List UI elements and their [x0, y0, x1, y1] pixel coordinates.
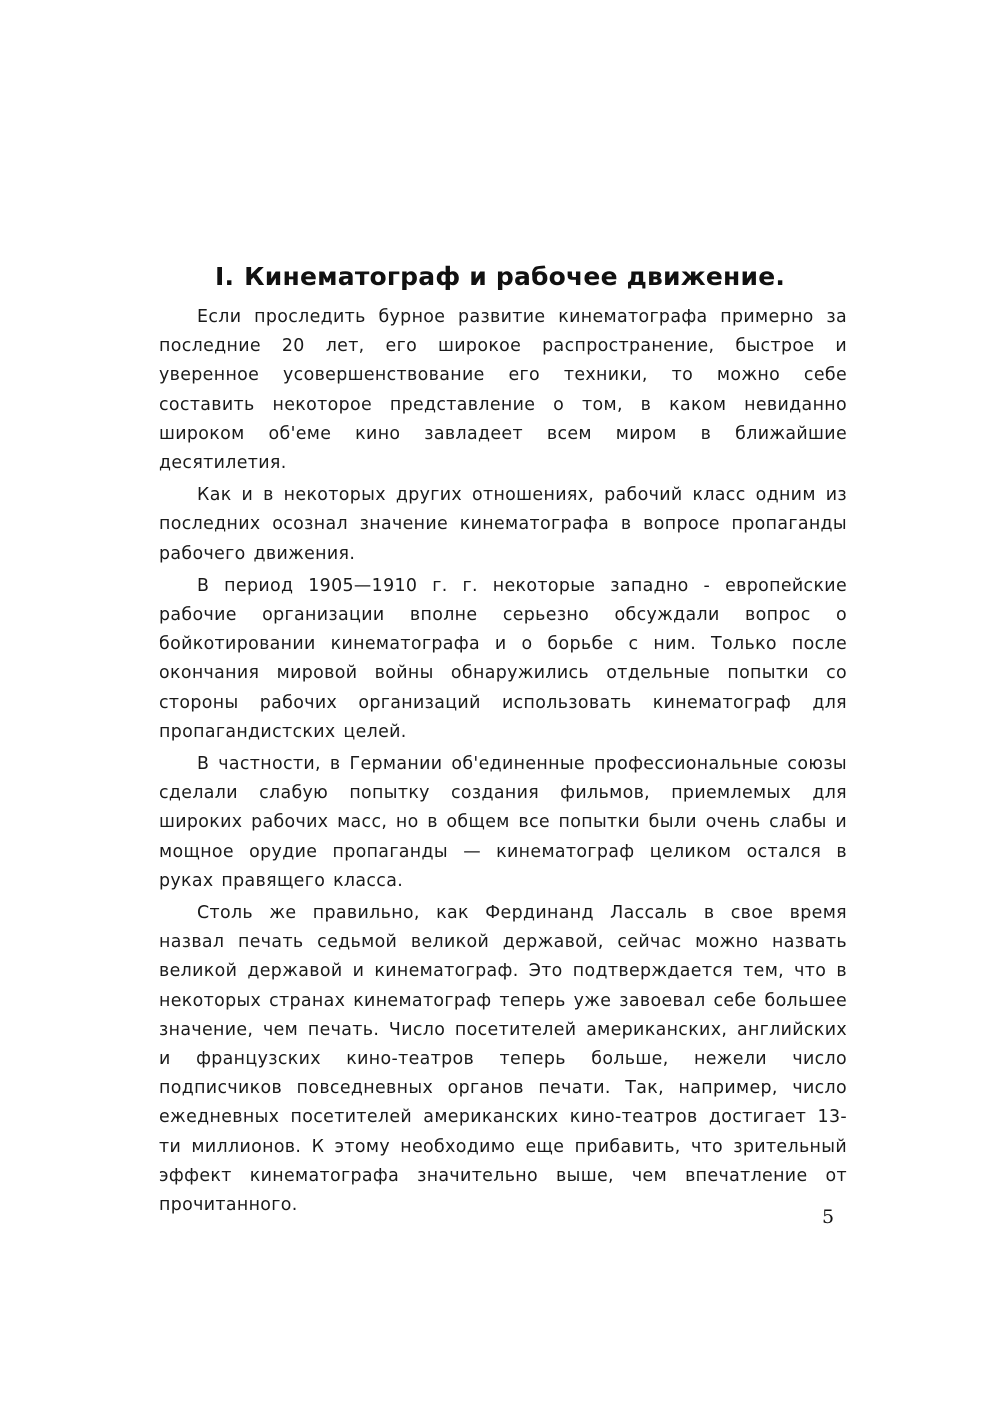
chapter-number: I.	[214, 262, 235, 291]
paragraph-3: В период 1905—1910 г. г. некоторые западно - европейские рабочие организации вполне серьезно обсуждали вопрос о бойкотировании кинематографа и о борьбе с ним. Только после окончания мировой войны обнаружились отдельные попытки со стороны рабочих организаций использовать кинематограф для пропагандистских целей.	[159, 575, 847, 742]
body-text	[159, 303, 847, 1223]
paragraph-2: Как и в некоторых других отношениях, рабочий класс одним из последних осознал значение кинематографа в вопросе пропаганды рабочего движения.	[159, 485, 847, 564]
paragraph-1: Если проследить бурное развитие кинематографа примерно за последние 20 лет, его широкое распространение, быстрое и уверенное усовершенствование его техники, то можно себе составить некоторое представление о том, в каком невиданно широком об'еме кино завладеет всем миром в ближайшие десятилетия.	[159, 307, 847, 474]
paragraph-5: Столь же правильно, как Фердинанд Лассаль в свое время назвал печать седьмой великой державой, сейчас можно назвать великой державой и кинематограф. Это подтверждается тем, что в некоторых странах кинематограф теперь уже завоевал себе большее значение, чем печать. Число посетителей американских, английских и французских кино-театров теперь больше, нежели число подписчиков повседневных органов печати. Так, например, число ежедневных посетителей американских кино-театров достигает 13-ти миллионов. К этому необходимо еще прибавить, что зрительный эффект кинематографа значительно выше, чем впечатление от прочитанного.	[159, 903, 847, 1216]
chapter-title: Кинематограф и рабочее движение.	[244, 262, 786, 291]
page-number: 5	[822, 1206, 835, 1228]
paragraph-4: В частности, в Германии об'единенные профессиональные союзы сделали слабую попытку создания фильмов, приемлемых для широких рабочих масс, но в общем все попытки были очень слабы и мощное орудие пропаганды — кинематограф целиком остался в руках правящего класса.	[159, 754, 847, 891]
chapter-heading	[0, 262, 1000, 291]
